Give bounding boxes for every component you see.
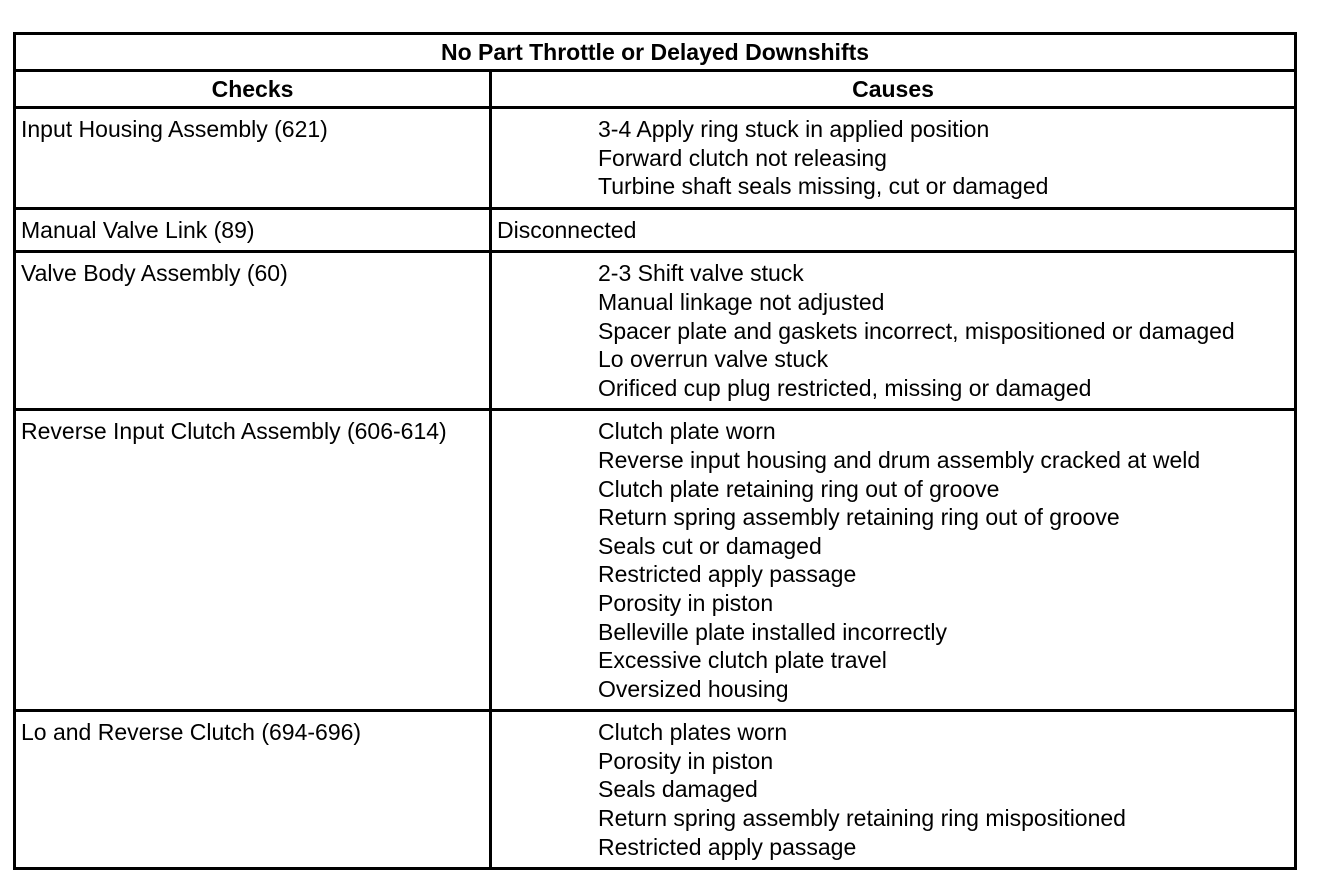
causes-header: Causes [491, 71, 1296, 108]
check-cell: Valve Body Assembly (60) [15, 252, 491, 410]
table-row [15, 252, 1296, 410]
cause-item: Reverse input housing and drum assembly cracked at weld [598, 446, 1201, 473]
title-row [15, 34, 1296, 71]
check-cell: Manual Valve Link (89) [15, 208, 491, 252]
cause-item: Restricted apply passage [598, 833, 857, 860]
cause-item: Seals damaged [598, 776, 758, 803]
cause-item: Clutch plate retaining ring out of groove [598, 475, 1000, 502]
cause-item: Return spring assembly retaining ring out of groove [598, 504, 1120, 531]
causes-cell [491, 108, 1296, 209]
table-row [15, 208, 1296, 252]
table-row [15, 711, 1296, 869]
causes-cell [491, 711, 1296, 869]
cause-item: 2-3 Shift valve stuck [598, 260, 804, 287]
cause-item: Clutch plates worn [598, 719, 788, 746]
cause-item: Oversized housing [598, 675, 789, 702]
cause-item: 3-4 Apply ring stuck in applied position [598, 116, 990, 142]
cause-item: Spacer plate and gaskets incorrect, mispositioned or damaged [598, 317, 1235, 344]
cause-item: Lo overrun valve stuck [598, 346, 829, 373]
check-cell: Lo and Reverse Clutch (694-696) [15, 711, 491, 869]
cause-item: Turbine shaft seals missing, cut or damaged [598, 173, 1049, 200]
causes-cell [491, 410, 1296, 711]
table-title: No Part Throttle or Delayed Downshifts [15, 34, 1296, 71]
causes-cell [491, 252, 1296, 410]
cause-item: Manual linkage not adjusted [598, 288, 885, 315]
table-row [15, 108, 1296, 209]
causes-cell [491, 208, 1296, 252]
cause-item: Disconnected [497, 216, 637, 243]
header-row [15, 71, 1296, 108]
cause-item: Porosity in piston [598, 747, 774, 774]
diagnosis-table [13, 32, 1297, 870]
cause-item: Clutch plate worn [598, 418, 776, 445]
cause-item: Porosity in piston [598, 589, 774, 616]
cause-item: Restricted apply passage [598, 561, 857, 588]
cause-item: Excessive clutch plate travel [598, 647, 887, 674]
checks-header: Checks [15, 71, 491, 108]
table-row [15, 410, 1296, 711]
cause-item: Seals cut or damaged [598, 532, 822, 559]
cause-item: Belleville plate installed incorrectly [598, 618, 947, 645]
cause-item: Orificed cup plug restricted, missing or damaged [598, 374, 1092, 401]
check-cell: Reverse Input Clutch Assembly (606-614) [15, 410, 491, 711]
cause-item: Return spring assembly retaining ring mispositioned [598, 805, 1126, 832]
check-cell: Input Housing Assembly (621) [15, 108, 491, 209]
cause-item: Forward clutch not releasing [598, 144, 887, 171]
